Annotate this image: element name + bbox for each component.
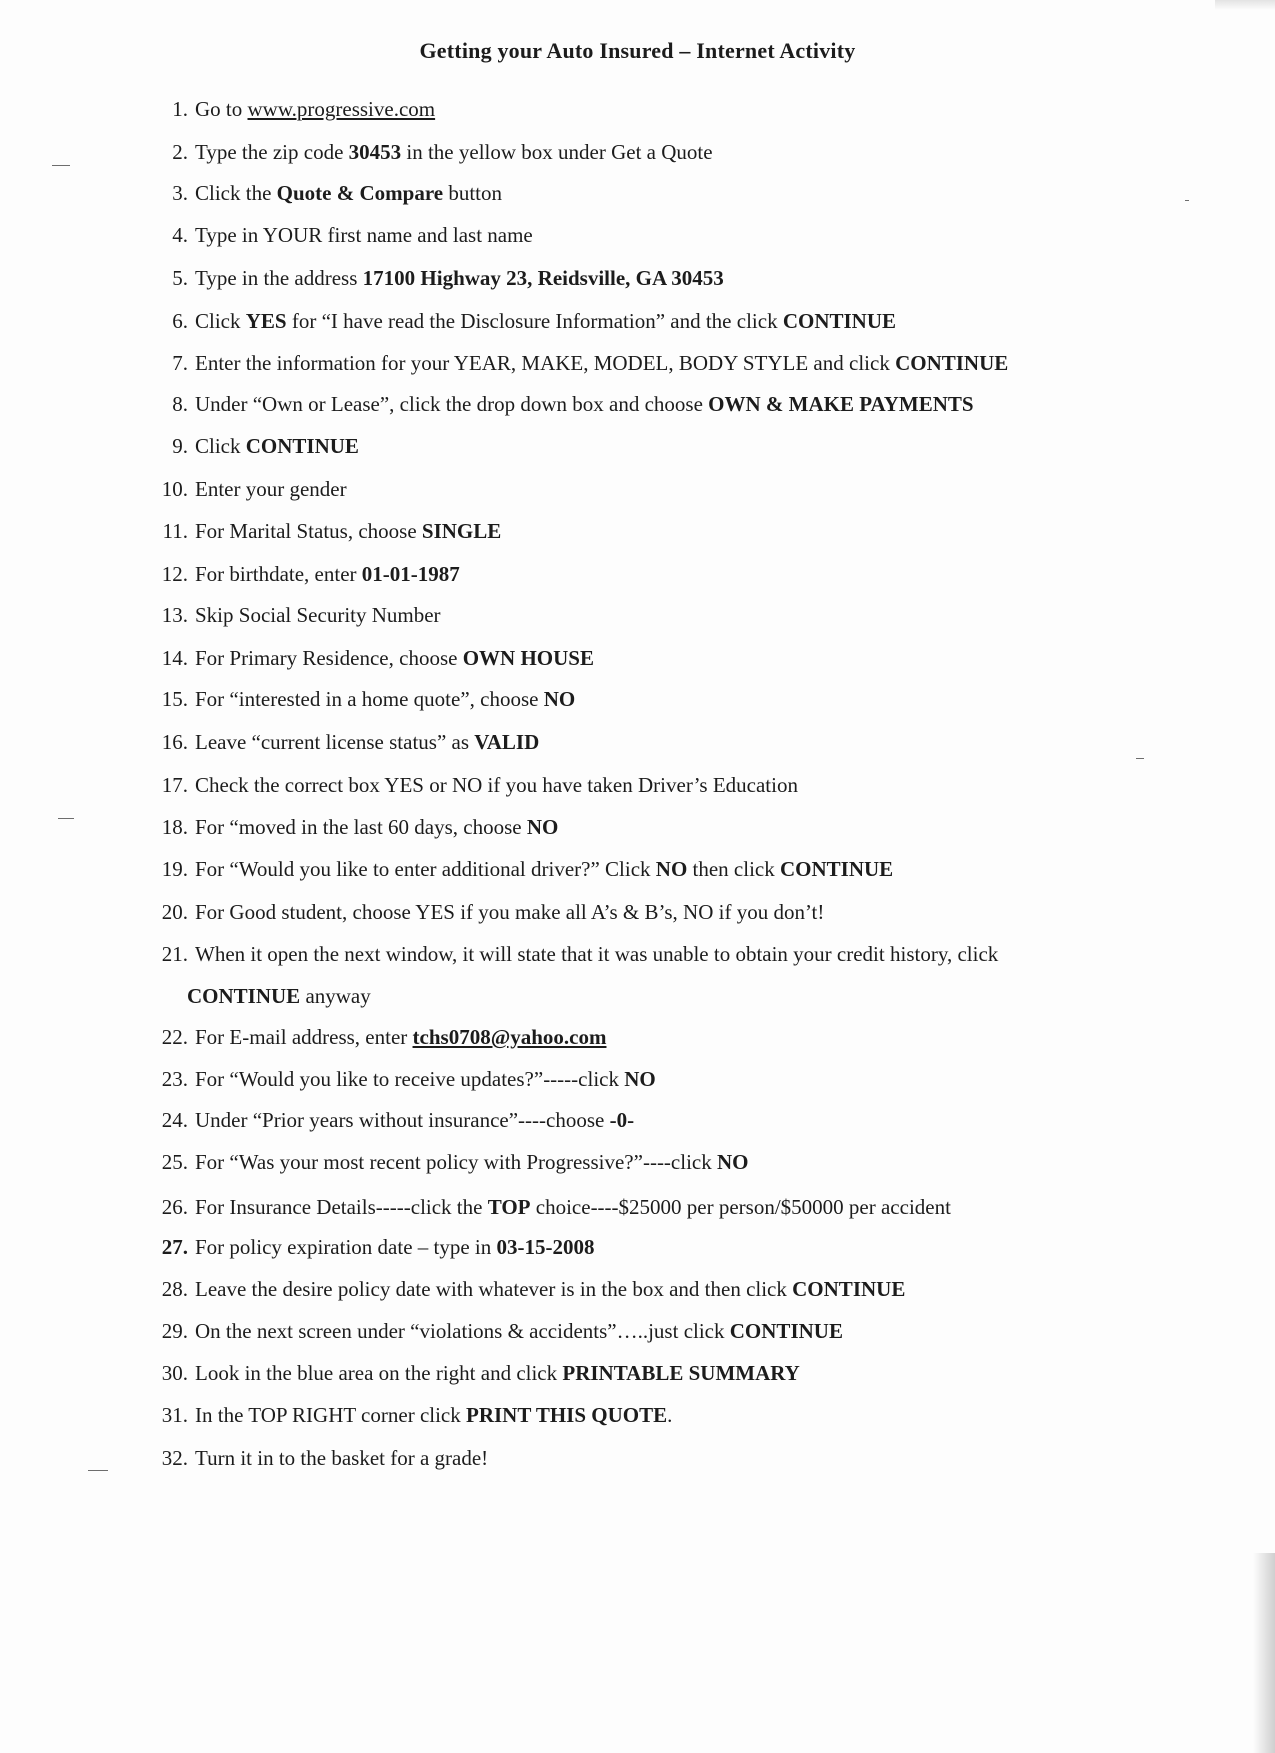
list-item-number: 16. xyxy=(161,730,188,754)
list-item-text xyxy=(195,97,435,121)
instruction-text: Under “Prior years without insurance”----choose xyxy=(195,1108,610,1132)
list-item xyxy=(140,1228,1200,1266)
instruction-text: For Good student, choose YES if you make all A’s & B’s, NO if you don’t! xyxy=(195,900,825,924)
instruction-text: When it open the next window, it will state that it was unable to obtain your credit history, click xyxy=(195,942,999,966)
list-item xyxy=(140,1354,1200,1392)
list-item-number: 17. xyxy=(161,773,188,797)
list-item-number: 22. xyxy=(161,1025,188,1049)
list-item-number: 15. xyxy=(161,687,188,711)
instruction-text: Type the zip code xyxy=(195,140,349,164)
emphasis-text: 17100 Highway 23, Reidsville, GA 30453 xyxy=(362,266,724,290)
list-item-text xyxy=(195,1319,843,1343)
list-item xyxy=(140,893,1200,931)
list-item xyxy=(140,216,1200,254)
list-item xyxy=(140,1188,1200,1226)
list-item-text xyxy=(195,434,359,458)
list-item-text xyxy=(195,562,460,586)
list-item-number: 3. xyxy=(172,181,188,205)
list-item xyxy=(140,1143,1200,1181)
list-item xyxy=(140,1101,1200,1139)
list-item-number: 18. xyxy=(161,815,188,839)
emphasis-text: NO xyxy=(624,1067,656,1091)
list-item-number: 31. xyxy=(161,1403,188,1427)
list-item-text xyxy=(195,857,893,881)
emphasis-text: PRINT THIS QUOTE xyxy=(466,1403,668,1427)
list-item-text xyxy=(195,1195,951,1219)
list-item xyxy=(140,850,1200,888)
list-item xyxy=(140,680,1200,718)
emphasis-text: 01-01-1987 xyxy=(361,562,460,586)
list-item-number: 11. xyxy=(162,519,188,543)
list-item-number: 20. xyxy=(161,900,188,924)
instruction-text: Go to xyxy=(195,97,248,121)
instruction-text: For E-mail address, enter xyxy=(195,1025,413,1049)
emphasis-text: 03-15-2008 xyxy=(496,1235,595,1259)
list-item-number: 28. xyxy=(161,1277,188,1301)
list-item-number: 2. xyxy=(172,140,188,164)
emphasis-text: CONTINUE xyxy=(780,857,894,881)
list-item-number: 26. xyxy=(161,1195,188,1219)
list-item xyxy=(140,596,1200,634)
list-item xyxy=(140,808,1200,846)
list-item-text xyxy=(195,900,824,924)
instruction-text: For Insurance Details-----click the xyxy=(195,1195,488,1219)
emphasis-text: OWN HOUSE xyxy=(462,646,594,670)
instruction-text: anyway xyxy=(300,984,371,1008)
emphasis-text: CONTINUE xyxy=(729,1319,843,1343)
list-item-text xyxy=(195,392,974,416)
instruction-text: For birthdate, enter xyxy=(195,562,362,586)
list-item-number: 4. xyxy=(172,223,188,247)
emphasis-text: OWN & MAKE PAYMENTS xyxy=(708,392,974,416)
emphasis-text: 30453 xyxy=(348,140,402,164)
list-item-text xyxy=(195,603,441,627)
list-item xyxy=(140,1312,1200,1350)
instruction-text: Type in the address xyxy=(195,266,363,290)
instruction-text: On the next screen under “violations & accidents”…..just click xyxy=(195,1319,730,1343)
instruction-text: For “moved in the last 60 days, choose xyxy=(195,815,527,839)
list-item-text xyxy=(195,1025,606,1049)
instruction-text: Type in YOUR first name and last name xyxy=(195,223,533,247)
instruction-text: Leave “current license status” as xyxy=(195,730,475,754)
scan-edge-shadow xyxy=(1253,1553,1275,1753)
instruction-text: In the TOP RIGHT corner click xyxy=(195,1403,467,1427)
list-item-text xyxy=(195,1446,488,1470)
emphasis-text: CONTINUE xyxy=(792,1277,906,1301)
list-item-number: 27. xyxy=(161,1235,188,1259)
scan-mark xyxy=(88,1470,108,1471)
list-item xyxy=(140,385,1200,423)
emphasis-text: TOP xyxy=(487,1195,531,1219)
instruction-text: Look in the blue area on the right and click xyxy=(195,1361,563,1385)
list-item-number: 8. xyxy=(172,392,188,416)
list-item xyxy=(140,1270,1200,1308)
list-item-text xyxy=(195,140,713,164)
emphasis-text: CONTINUE xyxy=(782,309,897,333)
list-item-number: 29. xyxy=(161,1319,188,1343)
instruction-text: For “Would you like to enter additional driver?” Click xyxy=(195,857,656,881)
list-item xyxy=(140,555,1200,593)
instruction-text: for “I have read the Disclosure Information” and the click xyxy=(286,309,783,333)
list-item xyxy=(140,1439,1200,1477)
list-item xyxy=(140,935,1200,973)
emphasis-text: -0- xyxy=(609,1108,635,1132)
list-item-text xyxy=(195,309,896,333)
list-item-text xyxy=(195,223,533,247)
emphasis-text: NO xyxy=(717,1150,749,1174)
emphasis-text: NO xyxy=(543,687,576,711)
emphasis-text: Quote & Compare xyxy=(276,181,444,205)
instruction-text: Click xyxy=(195,309,246,333)
list-item-text xyxy=(195,1403,672,1427)
list-item-text xyxy=(195,1067,656,1091)
instruction-text: Enter the information for your YEAR, MAKE, MODEL, BODY STYLE and click xyxy=(195,351,896,375)
list-item-number: 32. xyxy=(161,1446,188,1470)
list-item-number: 9. xyxy=(172,434,188,458)
scan-edge-top xyxy=(1215,0,1275,10)
list-item-text xyxy=(195,1235,595,1259)
list-item-text xyxy=(195,687,575,711)
instruction-text: . xyxy=(667,1403,673,1427)
instruction-text: then click xyxy=(687,857,780,881)
list-item-number: 12. xyxy=(161,562,188,586)
list-item-number: 21. xyxy=(161,942,188,966)
list-item-text xyxy=(195,942,998,966)
list-item xyxy=(140,90,1200,128)
list-item xyxy=(140,344,1200,382)
list-item-number: 19. xyxy=(161,857,188,881)
document-title: Getting your Auto Insured – Internet Activity xyxy=(419,38,856,63)
list-item xyxy=(140,639,1200,677)
list-item xyxy=(140,1060,1200,1098)
emphasis-text: NO xyxy=(526,815,559,839)
instruction-text: Enter your gender xyxy=(195,477,347,501)
list-item-continuation xyxy=(187,977,371,1015)
list-item xyxy=(140,302,1200,340)
instruction-text: For policy expiration date – type in xyxy=(195,1235,497,1259)
list-item-number: 14. xyxy=(161,646,188,670)
list-item-number: 6. xyxy=(172,309,188,333)
list-item-text xyxy=(195,181,502,205)
list-item-number: 30. xyxy=(161,1361,188,1385)
list-item-number: 13. xyxy=(161,603,188,627)
list-item xyxy=(140,133,1200,171)
list-item-number: 7. xyxy=(172,351,188,375)
list-item xyxy=(140,512,1200,550)
list-item-text xyxy=(195,1150,749,1174)
instruction-text: For Primary Residence, choose xyxy=(195,646,463,670)
instruction-text: Leave the desire policy date with whatever is in the box and then click xyxy=(195,1277,793,1301)
list-item-number: 10. xyxy=(161,477,188,501)
list-item-text xyxy=(195,351,1008,375)
instruction-text: www.progressive.com xyxy=(247,97,436,121)
instruction-text: Check the correct box YES or NO if you have taken Driver’s Education xyxy=(195,773,798,797)
instruction-text: Turn it in to the basket for a grade! xyxy=(195,1446,489,1470)
list-item-number: 23. xyxy=(161,1067,188,1091)
scan-mark xyxy=(52,165,70,166)
list-item-text xyxy=(195,773,798,797)
list-item-text xyxy=(195,646,594,670)
emphasis-text: PRINTABLE SUMMARY xyxy=(562,1361,800,1385)
instruction-text: Under “Own or Lease”, click the drop down box and choose xyxy=(195,392,709,416)
emphasis-text: tchs0708@yahoo.com xyxy=(412,1025,607,1049)
list-item xyxy=(140,1018,1200,1056)
instruction-text: Skip Social Security Number xyxy=(195,603,441,627)
instruction-text: For “Would you like to receive updates?”-----click xyxy=(195,1067,625,1091)
list-item xyxy=(140,259,1200,297)
list-item xyxy=(140,723,1200,761)
instruction-text: For Marital Status, choose xyxy=(195,519,422,543)
emphasis-text: YES xyxy=(245,309,287,333)
list-item xyxy=(140,1396,1200,1434)
list-item-text xyxy=(195,1277,905,1301)
list-item-text xyxy=(195,477,347,501)
list-item xyxy=(140,427,1200,465)
list-item-text xyxy=(195,730,539,754)
emphasis-text: SINGLE xyxy=(421,519,502,543)
list-item-text xyxy=(195,1361,800,1385)
list-item xyxy=(140,766,1200,804)
instruction-text: in the yellow box under Get a Quote xyxy=(401,140,713,164)
list-item-text xyxy=(195,815,558,839)
list-item-text xyxy=(195,519,501,543)
list-item-number: 5. xyxy=(172,266,188,290)
emphasis-text: CONTINUE xyxy=(245,434,359,458)
instruction-text: choice----$25000 per person/$50000 per accident xyxy=(530,1195,951,1219)
instruction-text: button xyxy=(443,181,502,205)
list-item xyxy=(140,470,1200,508)
emphasis-text: NO xyxy=(655,857,688,881)
instruction-text: For “Was your most recent policy with Progressive?”----click xyxy=(195,1150,717,1174)
instruction-text: Click xyxy=(195,434,246,458)
emphasis-text: VALID xyxy=(474,730,540,754)
list-item-text xyxy=(195,266,724,290)
list-item-text xyxy=(195,1108,634,1132)
list-item-number: 24. xyxy=(161,1108,188,1132)
instruction-text: For “interested in a home quote”, choose xyxy=(195,687,544,711)
list-item-number: 25. xyxy=(161,1150,188,1174)
emphasis-text: CONTINUE xyxy=(895,351,1009,375)
emphasis-text: CONTINUE xyxy=(187,984,301,1008)
scan-mark xyxy=(58,818,74,819)
instruction-text: Click the xyxy=(195,181,277,205)
list-item xyxy=(140,174,1200,212)
list-item-number: 1. xyxy=(172,97,188,121)
